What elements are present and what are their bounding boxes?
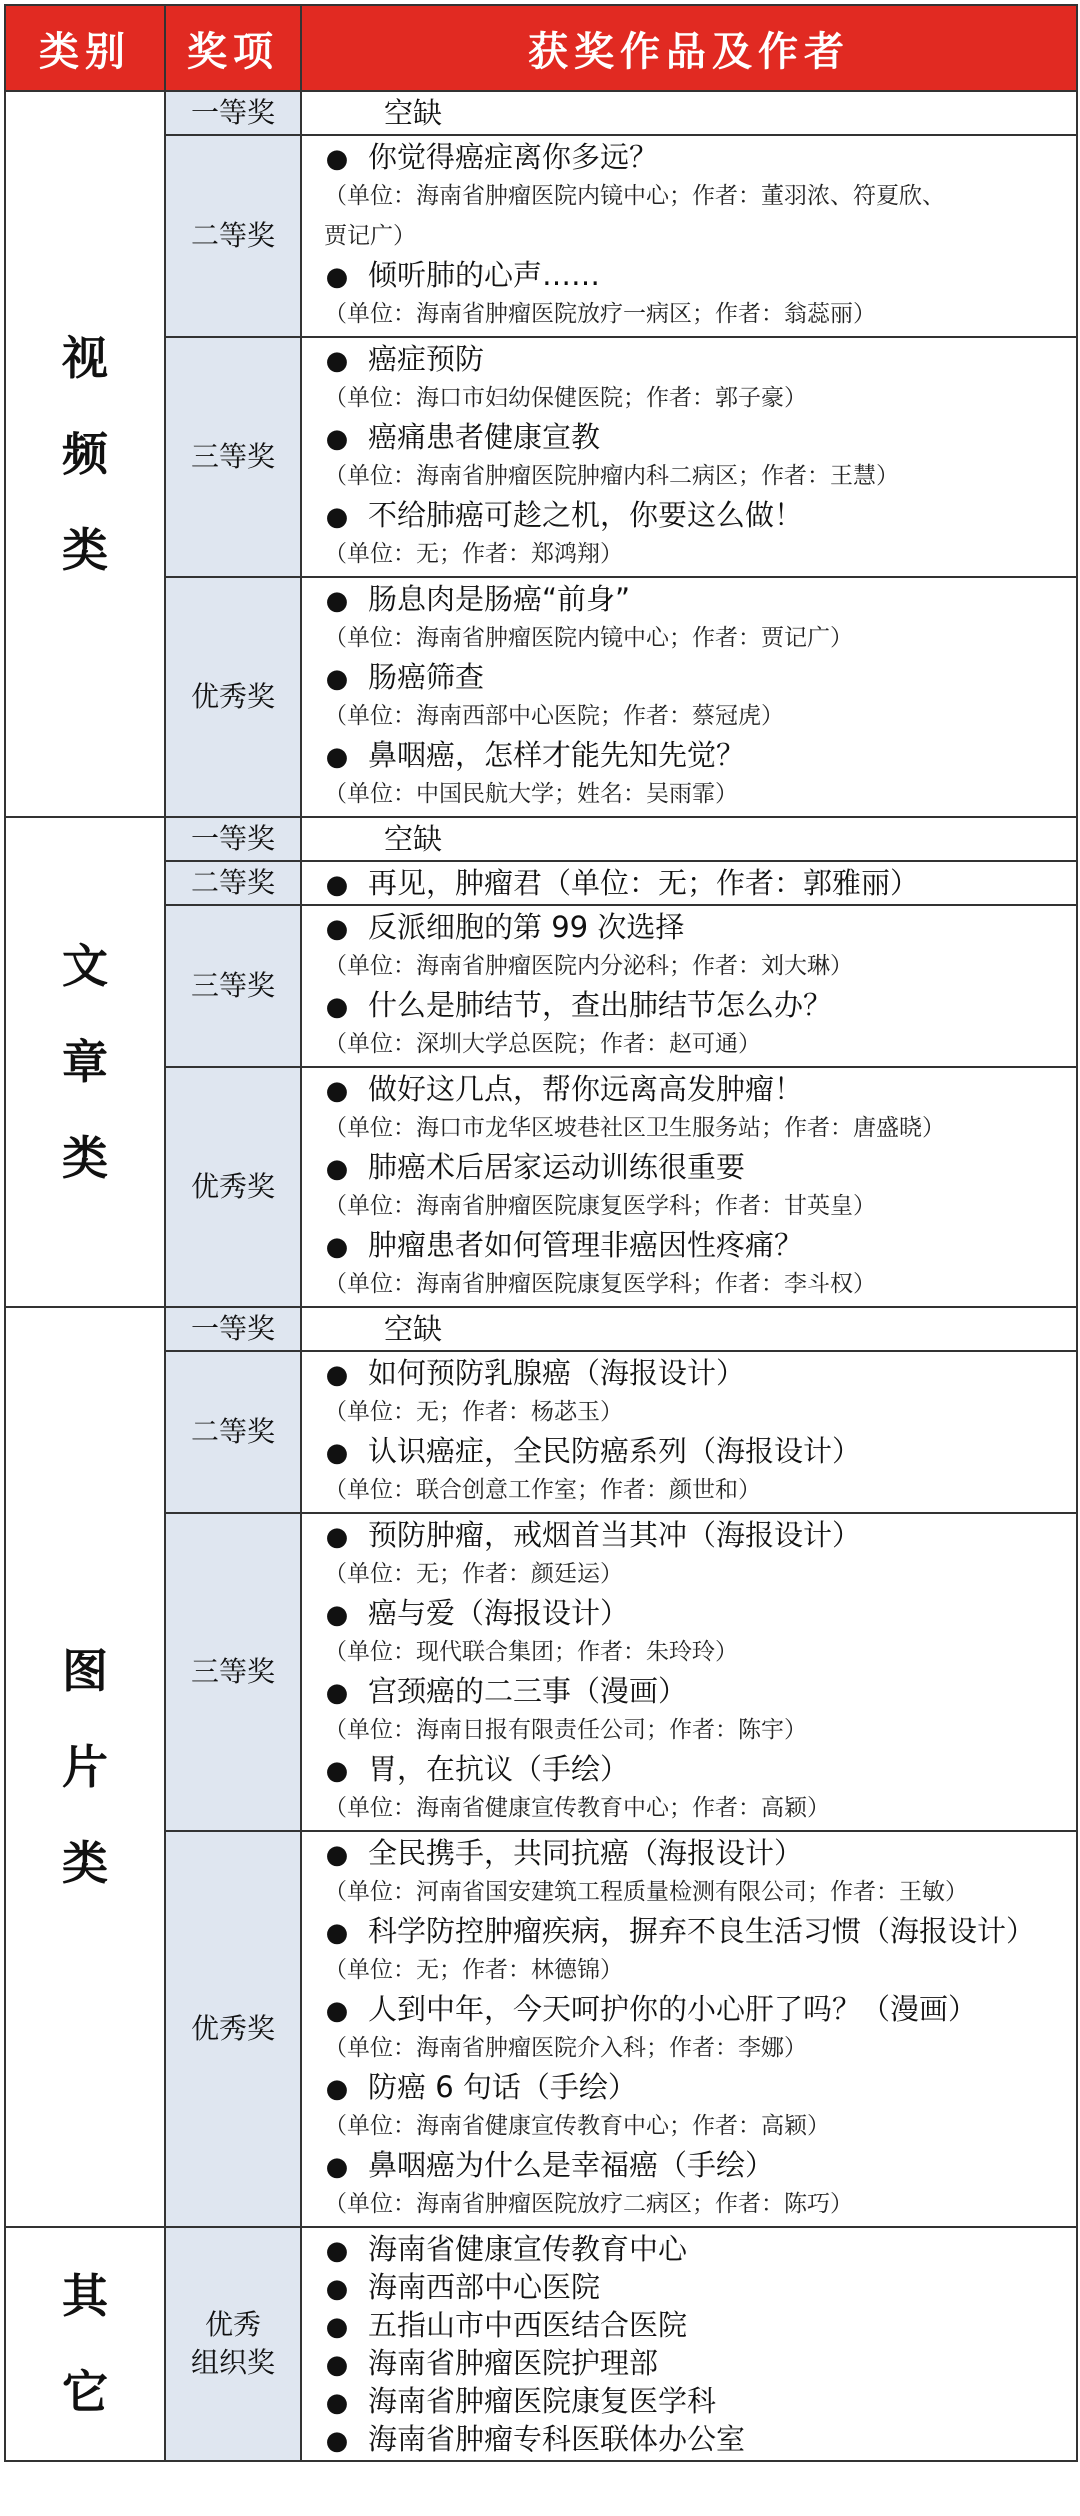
entry-title: ● 科学防控肿瘤疾病，摒弃不良生活习惯（海报设计） (312, 1912, 1076, 1950)
entry-unit: （单位：无；作者：郑鸿翔） (324, 541, 623, 567)
category-char: 章 (62, 1035, 108, 1089)
category-char: 它 (62, 2365, 108, 2419)
org-item: ● 海南西部中心医院 (312, 2268, 1076, 2306)
entry-title: ● 如何预防乳腺癌（海报设计） (312, 1354, 1076, 1392)
awards-table (4, 4, 1078, 2462)
award-content (301, 1831, 1077, 2227)
entry-title: ● 肿瘤患者如何管理非癌因性疼痛？ (312, 1226, 1076, 1264)
entry-unit: （单位：无；作者：颜廷运） (324, 1561, 623, 1587)
award-content (301, 337, 1077, 577)
entry-unit: （单位：海南日报有限责任公司；作者：陈宇） (324, 1717, 807, 1743)
entry-unit: （单位：现代联合集团；作者：朱玲玲） (324, 1639, 738, 1665)
award-content (301, 2227, 1077, 2461)
table-row (5, 91, 1077, 135)
award-second: 二等奖 (165, 861, 301, 905)
award-organization (165, 2227, 301, 2461)
org-item: ● 海南省肿瘤医院护理部 (312, 2344, 1076, 2382)
org-item: ● 五指山市中西医结合医院 (312, 2306, 1076, 2344)
category-picture (5, 1307, 165, 2227)
header-category: 类别 (5, 5, 165, 91)
category-article (5, 817, 165, 1307)
entry-unit: （单位：海南省肿瘤医院肿瘤内科二病区；作者：王慧） (324, 463, 899, 489)
category-char: 其 (62, 2269, 108, 2323)
table-row (5, 861, 1077, 905)
award-second: 二等奖 (165, 1351, 301, 1513)
table-row (5, 2227, 1077, 2461)
award-content (301, 817, 1077, 861)
entry-title: ● 癌痛患者健康宣教 (312, 418, 1076, 456)
entry-title: ● 反派细胞的第 99 次选择 (312, 908, 1076, 946)
entry-unit: 贾记广） (324, 223, 416, 249)
entry-unit: （单位：海南省肿瘤医院内镜中心；作者：贾记广） (324, 625, 853, 651)
category-char: 频 (62, 427, 108, 481)
vacant-text: 空缺 (384, 822, 443, 856)
award-content (301, 1351, 1077, 1513)
award-first: 一等奖 (165, 817, 301, 861)
award-first: 一等奖 (165, 1307, 301, 1351)
entry-unit: （单位：中国民航大学；姓名：吴雨霏） (324, 781, 738, 807)
vacant-text: 空缺 (384, 96, 443, 130)
category-char: 类 (62, 1131, 108, 1185)
entry-unit: （单位：海南省肿瘤医院介入科；作者：李娜） (324, 2035, 807, 2061)
entry-title: ● 认识癌症，全民防癌系列（海报设计） (312, 1432, 1076, 1470)
entry-unit: （单位：海南省健康宣传教育中心；作者：高颖） (324, 2113, 830, 2139)
entry-title: ● 鼻咽癌为什么是幸福癌（手绘） (312, 2146, 1076, 2184)
table-row (5, 1831, 1077, 2227)
entry-title: ● 鼻咽癌，怎样才能先知先觉？ (312, 736, 1076, 774)
award-content (301, 1067, 1077, 1307)
table-row (5, 1351, 1077, 1513)
entry-title: ● 不给肺癌可趁之机，你要这么做！ (312, 496, 1076, 534)
category-other (5, 2227, 165, 2461)
header-works: 获奖作品及作者 (301, 5, 1077, 91)
award-content (301, 91, 1077, 135)
entry-unit: （单位：海南省肿瘤医院放疗二病区；作者：陈巧） (324, 2191, 853, 2217)
table-row (5, 337, 1077, 577)
entry-unit: （单位：无；作者：杨苾玉） (324, 1399, 623, 1425)
entry-unit: （单位：深圳大学总医院；作者：赵可通） (324, 1031, 761, 1057)
award-second: 二等奖 (165, 135, 301, 337)
entry-title: ● 肺癌术后居家运动训练很重要 (312, 1148, 1076, 1186)
category-video (5, 91, 165, 817)
award-third: 三等奖 (165, 337, 301, 577)
entry-title: ● 做好这几点，帮你远离高发肿瘤！ (312, 1070, 1076, 1108)
table-row (5, 135, 1077, 337)
entry-unit: （单位：联合创意工作室；作者：颜世和） (324, 1477, 761, 1503)
entry-title: ● 人到中年，今天呵护你的小心肝了吗？（漫画） (312, 1990, 1076, 2028)
entry-title: ● 倾听肺的心声…… (312, 256, 1076, 294)
award-content (301, 1307, 1077, 1351)
entry-unit: （单位：海南省肿瘤医院康复医学科；作者：李斗权） (324, 1271, 876, 1297)
award-third: 三等奖 (165, 1513, 301, 1831)
org-item: ● 海南省肿瘤专科医联体办公室 (312, 2420, 1076, 2458)
category-char: 片 (62, 1740, 108, 1794)
entry-unit: （单位：海南省肿瘤医院内分泌科；作者：刘大琳） (324, 953, 853, 979)
award-line: 组织奖 (190, 2346, 275, 2379)
entry-title: ● 宫颈癌的二三事（漫画） (312, 1672, 1076, 1710)
table-row (5, 905, 1077, 1067)
entry-title: ● 全民携手，共同抗癌（海报设计） (312, 1834, 1076, 1872)
entry-unit: （单位：海南省肿瘤医院放疗一病区；作者：翁蕊丽） (324, 301, 876, 327)
award-content (301, 135, 1077, 337)
entry-unit: （单位：海口市龙华区坡巷社区卫生服务站；作者：唐盛晓） (324, 1115, 945, 1141)
entry-title: ● 再见，肿瘤君（单位：无；作者：郭雅丽） (312, 864, 1076, 902)
entry-unit: （单位：海口市妇幼保健医院；作者：郭子豪） (324, 385, 807, 411)
category-char: 类 (62, 1836, 108, 1890)
header-award: 奖项 (165, 5, 301, 91)
entry-title: ● 癌症预防 (312, 340, 1076, 378)
award-excellent: 优秀奖 (165, 1831, 301, 2227)
category-char: 图 (62, 1644, 108, 1698)
org-item: ● 海南省健康宣传教育中心 (312, 2230, 1076, 2268)
award-first: 一等奖 (165, 91, 301, 135)
category-char: 类 (62, 523, 108, 577)
award-line: 优秀 (204, 2308, 261, 2341)
entry-unit: （单位：海南省健康宣传教育中心；作者：高颖） (324, 1795, 830, 1821)
entry-unit: （单位：海南西部中心医院；作者：蔡冠虎） (324, 703, 784, 729)
award-content (301, 577, 1077, 817)
entry-unit: （单位：海南省肿瘤医院内镜中心；作者：董羽浓、符夏欣、 (324, 183, 945, 209)
table-row (5, 577, 1077, 817)
vacant-text: 空缺 (384, 1312, 443, 1346)
entry-unit: （单位：河南省国安建筑工程质量检测有限公司；作者：王敏） (324, 1879, 968, 1905)
category-char: 视 (62, 331, 108, 385)
entry-title: ● 什么是肺结节，查出肺结节怎么办？ (312, 986, 1076, 1024)
awards-body (5, 91, 1077, 2461)
entry-unit: （单位：海南省肿瘤医院康复医学科；作者：甘英皇） (324, 1193, 876, 1219)
entry-title: ● 胃，在抗议（手绘） (312, 1750, 1076, 1788)
table-row (5, 1307, 1077, 1351)
award-content (301, 861, 1077, 905)
award-third: 三等奖 (165, 905, 301, 1067)
entry-title: ● 肠息肉是肠癌“前身” (312, 580, 1076, 618)
entry-title: ● 你觉得癌症离你多远？ (312, 138, 1076, 176)
award-content (301, 1513, 1077, 1831)
entry-title: ● 防癌 6 句话（手绘） (312, 2068, 1076, 2106)
entry-title: ● 预防肿瘤，戒烟首当其冲（海报设计） (312, 1516, 1076, 1554)
header-row (5, 5, 1077, 91)
org-item: ● 海南省肿瘤医院康复医学科 (312, 2382, 1076, 2420)
table-row (5, 1067, 1077, 1307)
entry-title: ● 癌与爱（海报设计） (312, 1594, 1076, 1632)
table-row (5, 817, 1077, 861)
category-char: 文 (62, 939, 108, 993)
award-content (301, 905, 1077, 1067)
award-excellent: 优秀奖 (165, 577, 301, 817)
entry-title: ● 肠癌筛查 (312, 658, 1076, 696)
table-row (5, 1513, 1077, 1831)
award-excellent: 优秀奖 (165, 1067, 301, 1307)
entry-unit: （单位：无；作者：林德锦） (324, 1957, 623, 1983)
